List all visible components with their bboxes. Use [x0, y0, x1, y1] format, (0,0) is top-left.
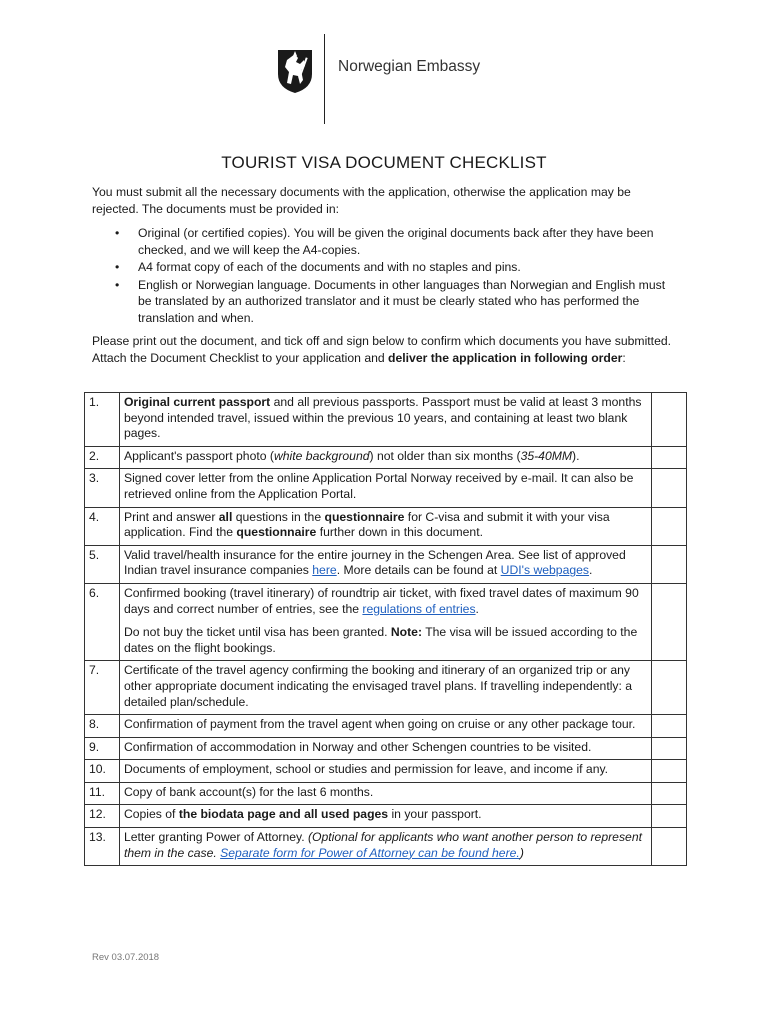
checklist-item-number: 12.: [85, 805, 120, 828]
intro-paragraph: You must submit all the necessary documents with the application, otherwise the application may be rejected. The documents must be provided in:: [92, 185, 631, 216]
tick-box[interactable]: [652, 507, 687, 545]
checklist-item-text: [119, 446, 651, 469]
checklist-row: [85, 507, 687, 545]
print-instructions: [92, 333, 672, 366]
item-text: Certificate of the travel agency confirming the booking and itinerary of an organized trip or any other appropriate document indicating the envisaged travel plans. If travelling independently: a detailed plan/schedule.: [123, 663, 633, 709]
checklist-item-text: [119, 507, 651, 545]
item-text: further down in this document.: [316, 525, 483, 540]
tick-box[interactable]: [652, 446, 687, 469]
checklist-item-text: [119, 760, 651, 783]
tick-box[interactable]: [652, 737, 687, 760]
checklist-row: [85, 737, 687, 760]
checklist-item-number: 4.: [85, 507, 120, 545]
tick-box[interactable]: [652, 661, 687, 715]
checklist-row: [85, 583, 687, 660]
tick-box[interactable]: [652, 545, 687, 583]
paragraph-gap: [124, 617, 647, 625]
checklist-item-text: [119, 737, 651, 760]
embassy-name: Norwegian Embassy: [338, 58, 481, 75]
checklist-row: [85, 805, 687, 828]
tick-box[interactable]: [652, 583, 687, 660]
emphasis-text: questionnaire: [236, 525, 317, 540]
item-text: questions in the: [232, 509, 325, 524]
italic-text: white background: [273, 448, 370, 463]
checklist-item-number: 9.: [85, 737, 120, 760]
item-text: Copy of bank account(s) for the last 6 months.: [123, 784, 374, 799]
tick-box[interactable]: [652, 782, 687, 805]
requirement-item: [92, 259, 672, 276]
item-text: Confirmation of accommodation in Norway and other Schengen countries to be visited.: [123, 739, 592, 754]
requirements-list: [92, 225, 672, 327]
print-instructions-end: :: [622, 350, 626, 365]
emphasis-text: questionnaire: [324, 509, 405, 524]
requirement-item: [92, 225, 672, 258]
tick-box[interactable]: [652, 760, 687, 783]
checklist-item-text: [119, 782, 651, 805]
item-text: ) not older than six months (: [369, 448, 521, 463]
checklist-item-text: [119, 661, 651, 715]
checklist-item-number: 13.: [85, 828, 120, 866]
document-title: TOURIST VISA DOCUMENT CHECKLIST: [221, 153, 547, 172]
item-text: for C-visa and submit it with your visa application. Find the: [123, 509, 610, 540]
tick-box[interactable]: [652, 469, 687, 507]
checklist-item-number: 2.: [85, 446, 120, 469]
item-text: Letter granting Power of Attorney.: [123, 830, 308, 845]
item-text: Applicant's passport photo (: [123, 448, 274, 463]
item-text: Confirmed booking (travel itinerary) of roundtrip air ticket, with fixed travel dates of maximum 90 days and correct number of entries, see the: [123, 585, 639, 616]
checklist-row: [85, 760, 687, 783]
checklist-item-text: [119, 583, 651, 660]
item-text: ).: [572, 448, 580, 463]
print-instructions-text: Please print out the document, and tick off and sign below to confirm which documents you have submitted. Attach the Document Checklist to your application and: [92, 334, 672, 365]
bullet-icon: •: [115, 277, 120, 292]
checklist-item-number: 11.: [85, 782, 120, 805]
checklist-item-number: 7.: [85, 661, 120, 715]
reference-link[interactable]: here: [312, 563, 337, 578]
checklist-row: [85, 393, 687, 447]
item-text: Signed cover letter from the online Application Portal Norway received by e-mail. It can also be retrieved online from the Application Portal.: [123, 471, 634, 501]
italic-text: 35-40MM: [520, 448, 573, 463]
checklist-item-number: 5.: [85, 545, 120, 583]
item-text: in your passport.: [388, 807, 482, 822]
embassy-header: [272, 28, 488, 124]
checklist-row: [85, 782, 687, 805]
checklist-row: [85, 545, 687, 583]
item-text: Do not buy the ticket until visa has been granted.: [123, 625, 391, 640]
emphasis-text: all: [218, 509, 233, 524]
item-text: Print and answer: [123, 509, 219, 524]
item-text: .: [589, 563, 593, 578]
tick-box[interactable]: [652, 393, 687, 447]
checklist-item-text: [119, 545, 651, 583]
item-text: The visa will be issued according to the dates on the flight bookings.: [123, 625, 638, 655]
requirement-text: Original (or certified copies). You will be given the original documents back after they have been checked, and we will keep the A4-copies.: [138, 226, 654, 257]
tick-box[interactable]: [652, 805, 687, 828]
item-text: . More details can be found at: [336, 563, 501, 578]
item-text: .: [475, 601, 479, 616]
item-text: Valid travel/health insurance for the entire journey in the Schengen Area. See list of approved Indian travel insurance companies: [123, 547, 626, 578]
checklist-item-text: [119, 469, 651, 507]
checklist-row: [85, 715, 687, 738]
print-instructions-bold: deliver the application in following order: [388, 350, 623, 365]
reference-link[interactable]: regulations of entries: [362, 601, 476, 616]
tick-box[interactable]: [652, 715, 687, 738]
document-checklist-table: [84, 392, 687, 866]
checklist-item-text: [119, 715, 651, 738]
checklist-item-number: 3.: [85, 469, 120, 507]
checklist-item-number: 10.: [85, 760, 120, 783]
item-text: Documents of employment, school or studies and permission for leave, and income if any.: [123, 762, 609, 777]
checklist-item-number: 8.: [85, 715, 120, 738]
revision-date: Rev 03.07.2018: [92, 952, 160, 963]
emphasis-text: the biodata page and all used pages: [178, 807, 389, 822]
item-text: and all previous passports. Passport must be valid at least 3 months beyond intended travel, issued within the previous 10 years, and containing at least two blank pages.: [123, 395, 642, 441]
italic-text: (Optional for applicants who want another person to represent them in the case.: [123, 830, 642, 860]
reference-link[interactable]: UDI's webpages: [500, 563, 590, 578]
emphasis-text: Original current passport: [123, 395, 271, 409]
bullet-icon: •: [115, 260, 120, 274]
header-divider: [324, 34, 325, 124]
checklist-item-text: [119, 805, 651, 828]
checklist-row: [85, 828, 687, 866]
italic-text: ): [519, 845, 524, 860]
bullet-icon: •: [115, 226, 120, 240]
requirement-item: [92, 277, 672, 327]
checklist-item-number: 6.: [85, 583, 120, 660]
checklist-row: [85, 446, 687, 469]
norwegian-lion-crest-icon: [276, 48, 314, 94]
checklist-row: [85, 469, 687, 507]
checklist-row: [85, 661, 687, 715]
reference-link[interactable]: Separate form for Power of Attorney can be found here.: [220, 845, 520, 860]
tick-box[interactable]: [652, 828, 687, 866]
item-text: Copies of: [123, 807, 179, 822]
checklist-item-text: [119, 828, 651, 866]
requirement-text: English or Norwegian language. Documents in other languages than Norwegian and English must be translated by an authorized translator and it must be clearly stated who has performed the translation and when.: [138, 277, 666, 325]
item-text: Confirmation of payment from the travel agent when going on cruise or any other package tour.: [123, 717, 636, 732]
checklist-item-text: [119, 393, 651, 447]
checklist-item-number: 1.: [85, 393, 120, 447]
emphasis-text: Note:: [390, 625, 423, 640]
requirement-text: A4 format copy of each of the documents and with no staples and pins.: [138, 260, 521, 274]
